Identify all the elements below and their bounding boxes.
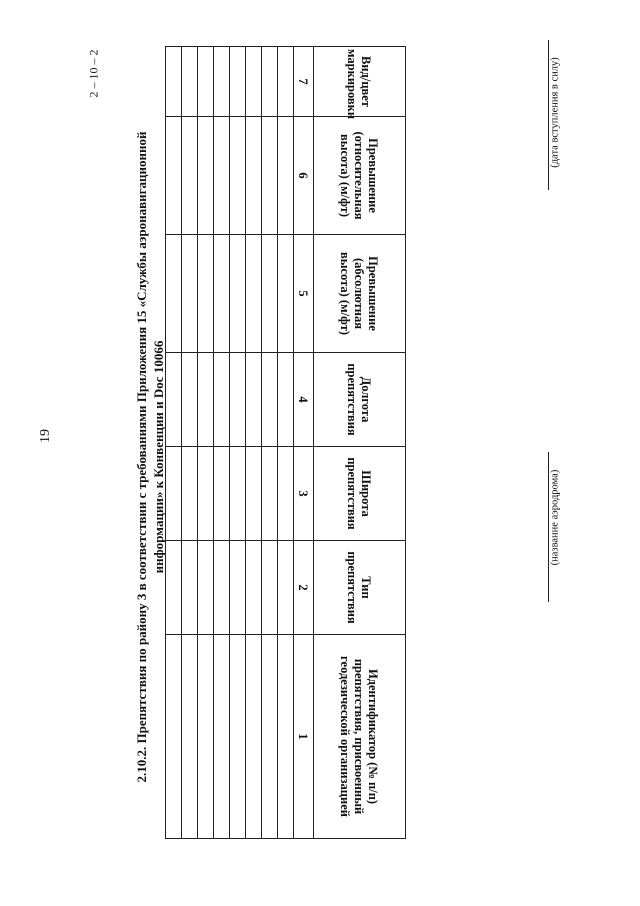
column-number: 1 xyxy=(294,635,314,839)
column-number: 6 xyxy=(294,117,314,235)
column-number: 4 xyxy=(294,353,314,447)
table-row xyxy=(230,47,246,839)
header-latitude: Широта препятствия xyxy=(314,447,406,541)
column-number: 7 xyxy=(294,47,314,117)
form-code: 2 – 10 – 2 xyxy=(86,49,101,98)
aerodrome-caption: (название аэродрома) xyxy=(549,469,561,566)
header-marking: Вид/цвет маркировки xyxy=(314,47,406,117)
header-longitude: Долгота препятствия xyxy=(314,353,406,447)
title-line-1: 2.10.2. Препятствия по району 3 в соответствии с требованиями Приложения 15 «Службы аэронавигационной xyxy=(134,131,149,783)
column-number: 3 xyxy=(294,447,314,541)
column-number-row xyxy=(294,47,314,839)
page-number: 19 xyxy=(38,429,53,443)
page-title xyxy=(133,117,167,797)
header-identifier: Идентификатор (№ п/п) препятствия, присвоенный геодезической организацией xyxy=(314,635,406,839)
table-row xyxy=(246,47,262,839)
table-row xyxy=(182,47,198,839)
table-row xyxy=(214,47,230,839)
table-row xyxy=(278,47,294,839)
date-caption: (дата вступления в силу) xyxy=(549,57,561,168)
table-row xyxy=(262,47,278,839)
title-line-2: информации» к Конвенции и Doc 10066 xyxy=(151,340,166,574)
table-row xyxy=(166,47,182,839)
header-obstacle-type: Тип препятствия xyxy=(314,541,406,635)
obstacles-table xyxy=(166,46,406,838)
header-height-absolute: Превышение (абсолютная высота) (м/фт) xyxy=(314,235,406,353)
column-number: 5 xyxy=(294,235,314,353)
column-number: 2 xyxy=(294,541,314,635)
table-header-row xyxy=(314,47,406,839)
header-height-relative: Превышение (относительная высота) (м/фт) xyxy=(314,117,406,235)
table-row xyxy=(198,47,214,839)
